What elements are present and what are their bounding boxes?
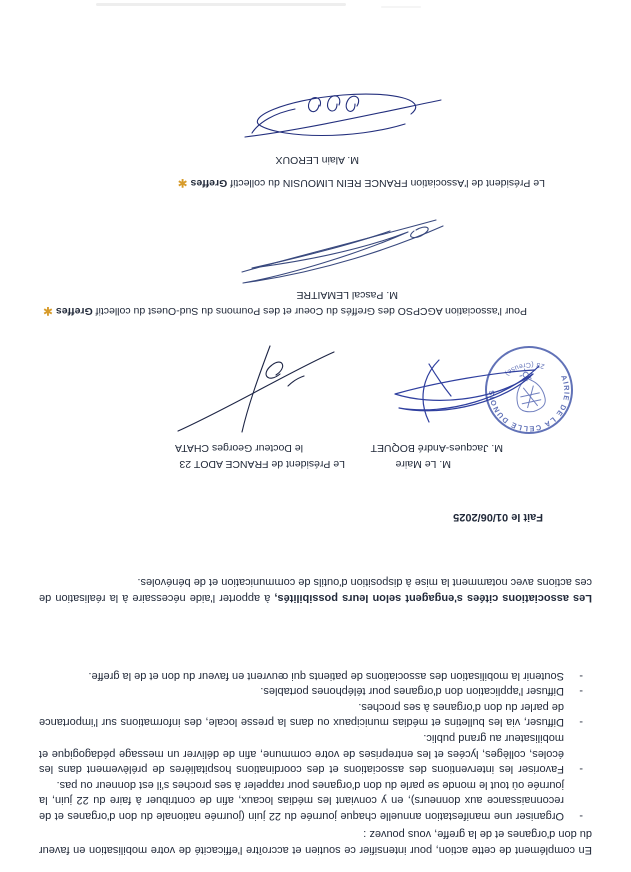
scan-artifact <box>381 6 421 8</box>
bullet-dash: - <box>579 716 583 729</box>
greffes-asterisk-icon: ✱ <box>42 304 54 318</box>
agcpso-title-text: Pour l'association AGCPSO des Greffés du Coeur et des Poumons du Sud-Ouest du collectif <box>92 305 527 317</box>
intro-paragraph: En complément de cette action, pour intensifier ce soutien et accroître l'efficacité de votre mobilisation en faveur du don d'organes et de la greffe, vous pouvez : <box>39 828 592 856</box>
date-line: Fait le 01/06/2025 <box>453 511 543 523</box>
agcpso-title-bold: Greffes <box>55 305 93 317</box>
bullet-dash: - <box>579 763 583 776</box>
commitment-rest-text: à apporter l'aide nécessaire à la réalisation de ces actions avec notamment la mise à disposition d'outils de communication et de bénévoles. <box>39 576 592 604</box>
stamp-top-text: MAIRIE DE LA CELLE DUNOISE <box>487 373 589 434</box>
bullet-item <box>39 698 592 729</box>
mayor-signature-ink <box>382 348 547 426</box>
bullet-dash: - <box>579 669 583 682</box>
scan-artifact <box>96 3 346 6</box>
action-bullet-list <box>39 667 592 823</box>
france-rein-title-text: Le Président de l'Association FRANCE REIN LIMOUSIN du collectif <box>227 177 545 189</box>
mayor-title: M. Le Maire <box>395 458 451 470</box>
bullet-text: Organiser une manifestation annuelle chaque journée du 22 juin (journée nationale du don d'organes et de reconnaissance aux donneurs), en y conviant les médias locaux, afin de contribuer à faire du 22 juin, la journée où tout le monde se parle du don d'organes pour rappeler à ses proches s'il est donneur ou pas. <box>39 778 564 822</box>
stamp-bottom-text: 23 (Creuse) <box>502 360 546 378</box>
france-rein-title <box>178 177 545 191</box>
france-rein-name: M. Alain LEROUX <box>275 154 359 166</box>
leroux-signature-ink <box>243 82 443 150</box>
lemaitre-signature-ink <box>238 213 448 288</box>
bullet-dash: - <box>579 685 583 698</box>
bullet-text: Soutenir la mobilisation des associations de patients qui œuvrent en faveur du don et de la greffe. <box>88 669 564 682</box>
bullet-text: Diffuser l'application don d'organes pour téléphones portables. <box>260 685 564 698</box>
bullet-item <box>39 683 592 699</box>
bullet-item <box>39 776 592 823</box>
agcpso-title <box>43 305 527 319</box>
bullet-text: Diffuser, via les bulletins et médias municipaux ou dans la presse locale, des informations sur l'importance de parler du don d'organes à ses proches. <box>39 700 564 729</box>
commitment-bold-text: Les associations citées s'engagent selon leurs possibilités, <box>274 592 592 604</box>
agcpso-name: M. Pascal LEMAITRE <box>296 289 398 301</box>
bullet-item <box>39 729 592 776</box>
adot-name: le Docteur Georges CHATA <box>175 442 303 454</box>
mayor-name: M. Jacques-André BOQUET <box>370 442 503 454</box>
adot-title: Le Président de FRANCE ADOT 23 <box>179 458 345 470</box>
bullet-item <box>39 667 592 683</box>
bullet-text: Favoriser les interventions des associations et des coordinations hospitalières de prélèvement dans les écoles, collèges, lycées et les entreprises de votre commune, afin de délivrer un message pédagogique et mobilisateur au grand public. <box>39 732 564 776</box>
greffes-asterisk-icon: ✱ <box>177 176 188 190</box>
adot-signature-ink <box>173 344 338 434</box>
bullet-dash: - <box>579 810 583 822</box>
france-rein-title-bold: Greffes <box>190 177 228 189</box>
commitment-paragraph <box>39 574 592 605</box>
